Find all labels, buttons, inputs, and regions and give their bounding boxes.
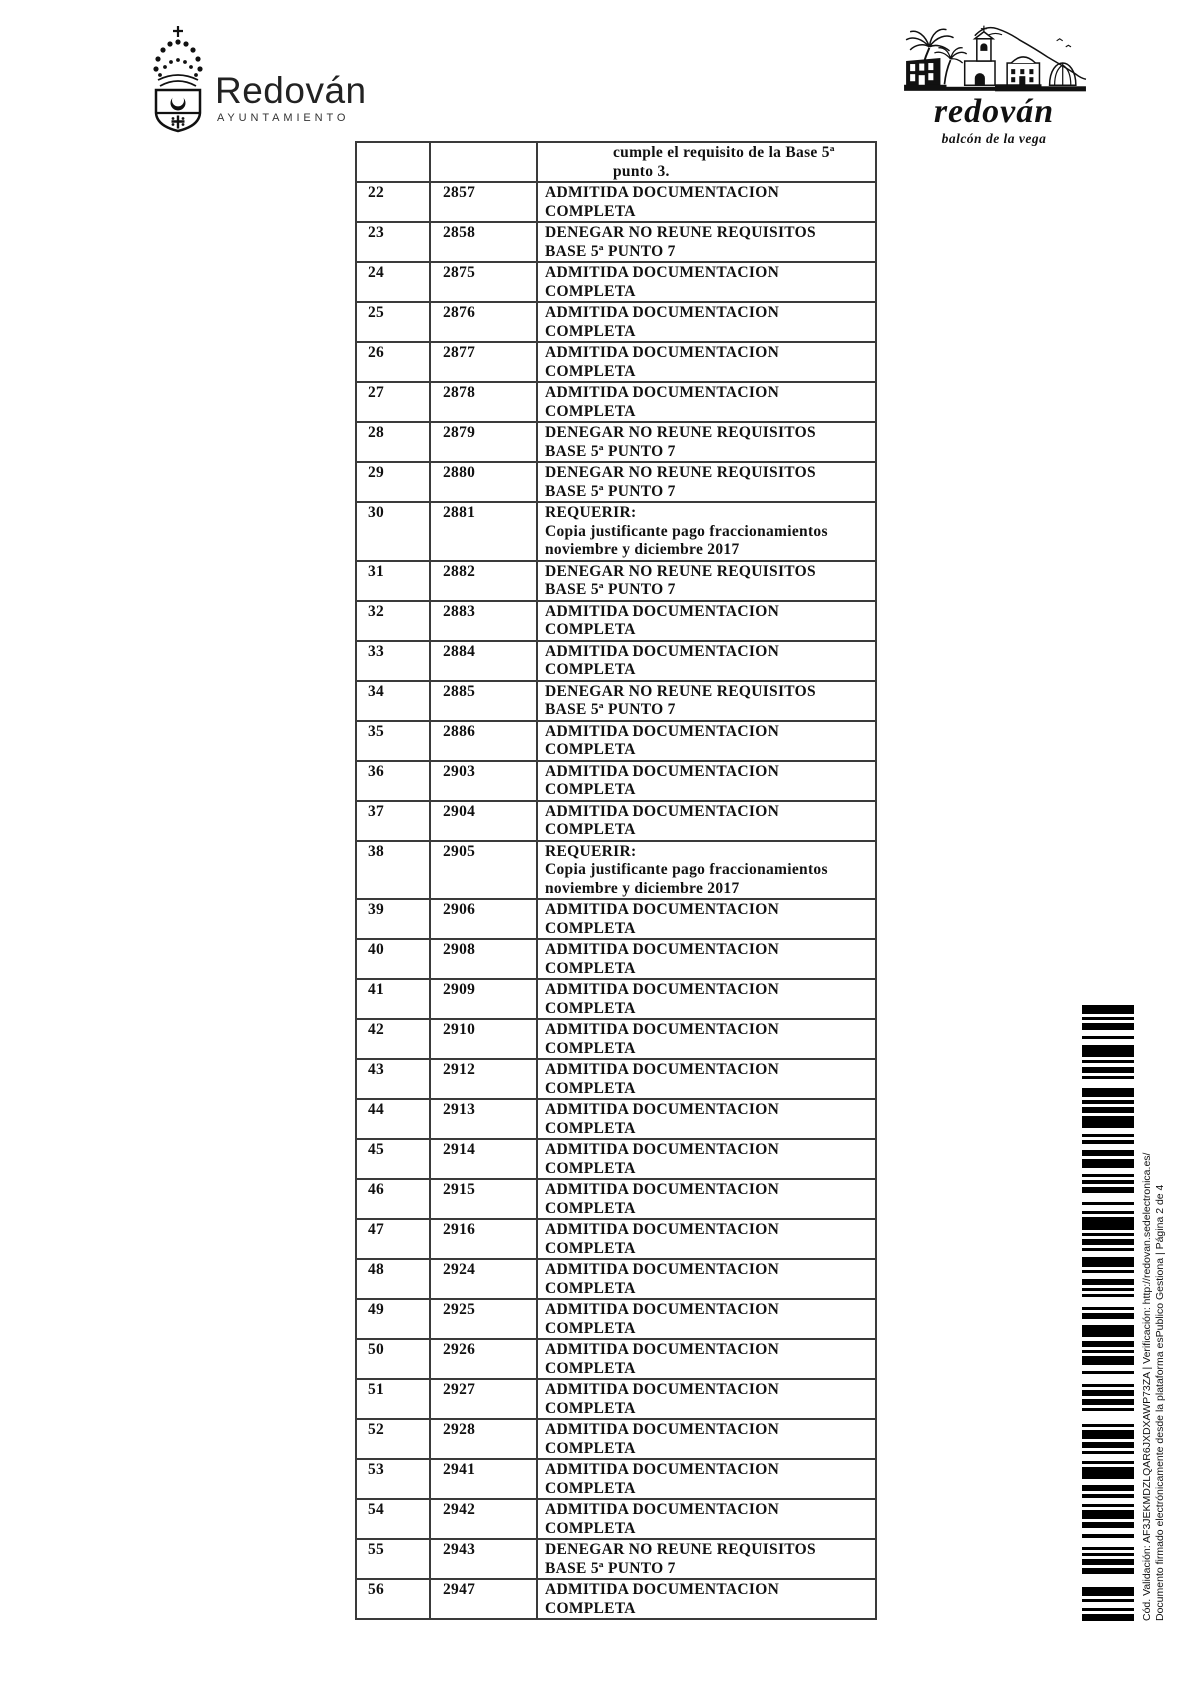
table-row [356, 1259, 876, 1299]
entry-number: 2942 [430, 1499, 537, 1539]
row-number: 24 [356, 262, 430, 302]
row-number: 28 [356, 422, 430, 462]
entry-number: 2943 [430, 1539, 537, 1579]
resolution-cell: ADMITIDA DOCUMENTACION COMPLETA [537, 899, 876, 939]
resolution-cell: ADMITIDA DOCUMENTACION COMPLETA [537, 1499, 876, 1539]
table-row [356, 1539, 876, 1579]
row-number: 39 [356, 899, 430, 939]
table-row [356, 1059, 876, 1099]
table-row [356, 222, 876, 262]
table-row [356, 939, 876, 979]
table-row [356, 1339, 876, 1379]
row-number: 27 [356, 382, 430, 422]
row-number: 49 [356, 1299, 430, 1339]
entry-number: 2941 [430, 1459, 537, 1499]
resolution-cell: ADMITIDA DOCUMENTACION COMPLETA [537, 979, 876, 1019]
entry-number: 2928 [430, 1419, 537, 1459]
table-row [356, 1019, 876, 1059]
table-row [356, 681, 876, 721]
row-number: 46 [356, 1179, 430, 1219]
table-row [356, 182, 876, 222]
row-number: 35 [356, 721, 430, 761]
entry-number: 2876 [430, 302, 537, 342]
table-row [356, 422, 876, 462]
row-number: 48 [356, 1259, 430, 1299]
resolution-cell: ADMITIDA DOCUMENTACION COMPLETA [537, 262, 876, 302]
resolution-cell: cumple el requisito de la Base 5ª punto 3. [537, 142, 876, 182]
entry-number: 2880 [430, 462, 537, 502]
table-row [356, 1179, 876, 1219]
entry-number: 2858 [430, 222, 537, 262]
row-number: 25 [356, 302, 430, 342]
ayuntamiento-logo [146, 22, 367, 134]
row-number: 26 [356, 342, 430, 382]
row-number: 31 [356, 561, 430, 601]
redovan-brand-logo [885, 20, 1103, 147]
entry-number: 2857 [430, 182, 537, 222]
resolution-cell: DENEGAR NO REUNE REQUISITOS BASE 5ª PUNTO 7 [537, 681, 876, 721]
resolution-cell: ADMITIDA DOCUMENTACION COMPLETA [537, 1139, 876, 1179]
table-row [356, 462, 876, 502]
entry-number: 2916 [430, 1219, 537, 1259]
resolution-cell: ADMITIDA DOCUMENTACION COMPLETA [537, 1579, 876, 1619]
entry-number: 2903 [430, 761, 537, 801]
table-row [356, 601, 876, 641]
resolution-cell: ADMITIDA DOCUMENTACION COMPLETA [537, 1419, 876, 1459]
row-number: 50 [356, 1339, 430, 1379]
entry-number: 2904 [430, 801, 537, 841]
table-row [356, 841, 876, 900]
resolution-cell: DENEGAR NO REUNE REQUISITOS BASE 5ª PUNTO 7 [537, 1539, 876, 1579]
row-number: 30 [356, 502, 430, 561]
table-row [356, 1579, 876, 1619]
table-row [356, 382, 876, 422]
row-number: 32 [356, 601, 430, 641]
row-number: 42 [356, 1019, 430, 1059]
entry-number: 2925 [430, 1299, 537, 1339]
resolution-cell: ADMITIDA DOCUMENTACION COMPLETA [537, 382, 876, 422]
validation-text [1141, 1021, 1167, 1621]
table-row [356, 721, 876, 761]
row-number: 51 [356, 1379, 430, 1419]
entry-number: 2883 [430, 601, 537, 641]
entry-number: 2924 [430, 1259, 537, 1299]
validation-line-1: Cód. Validación: AF3JEKMDZLQAR6JXDXAWP73ZA | Verificación: http://redovan.sedelectronica.es/ [1141, 1152, 1153, 1621]
resolution-cell: ADMITIDA DOCUMENTACION COMPLETA [537, 601, 876, 641]
table-row [356, 979, 876, 1019]
row-number: 33 [356, 641, 430, 681]
entry-number: 2908 [430, 939, 537, 979]
resolution-cell: DENEGAR NO REUNE REQUISITOS BASE 5ª PUNTO 7 [537, 462, 876, 502]
row-number: 47 [356, 1219, 430, 1259]
resolution-cell: ADMITIDA DOCUMENTACION COMPLETA [537, 1299, 876, 1339]
row-number: 34 [356, 681, 430, 721]
row-number: 37 [356, 801, 430, 841]
entry-number: 2910 [430, 1019, 537, 1059]
resolution-cell: REQUERIR: Copia justificante pago fraccionamientos noviembre y diciembre 2017 [537, 502, 876, 561]
resolution-cell: ADMITIDA DOCUMENTACION COMPLETA [537, 1099, 876, 1139]
resolution-cell: ADMITIDA DOCUMENTACION COMPLETA [537, 1019, 876, 1059]
row-number: 38 [356, 841, 430, 900]
entry-number: 2906 [430, 899, 537, 939]
resolution-cell: ADMITIDA DOCUMENTACION COMPLETA [537, 182, 876, 222]
table-row [356, 142, 876, 182]
entry-number: 2913 [430, 1099, 537, 1139]
resolution-cell: REQUERIR: Copia justificante pago fraccionamientos noviembre y diciembre 2017 [537, 841, 876, 900]
row-number: 43 [356, 1059, 430, 1099]
entry-number: 2885 [430, 681, 537, 721]
entry-number: 2879 [430, 422, 537, 462]
resolution-cell: ADMITIDA DOCUMENTACION COMPLETA [537, 1259, 876, 1299]
row-number: 52 [356, 1419, 430, 1459]
table-row [356, 502, 876, 561]
entry-number: 2878 [430, 382, 537, 422]
resolution-cell: ADMITIDA DOCUMENTACION COMPLETA [537, 1059, 876, 1099]
row-number: 56 [356, 1579, 430, 1619]
table-row [356, 899, 876, 939]
table-row [356, 1139, 876, 1179]
brand-name: redován [933, 93, 1055, 130]
resolution-cell: ADMITIDA DOCUMENTACION COMPLETA [537, 1179, 876, 1219]
resolution-cell: ADMITIDA DOCUMENTACION COMPLETA [537, 1459, 876, 1499]
entry-number: 2877 [430, 342, 537, 382]
table-row [356, 1459, 876, 1499]
entry-number: 2886 [430, 721, 537, 761]
row-number: 54 [356, 1499, 430, 1539]
table-row [356, 342, 876, 382]
resolution-cell: ADMITIDA DOCUMENTACION COMPLETA [537, 641, 876, 681]
resolution-cell: ADMITIDA DOCUMENTACION COMPLETA [537, 801, 876, 841]
entry-number: 2927 [430, 1379, 537, 1419]
table-row [356, 801, 876, 841]
row-number: 53 [356, 1459, 430, 1499]
barcode [1082, 1005, 1134, 1621]
row-number: 55 [356, 1539, 430, 1579]
table-row [356, 1099, 876, 1139]
shield-crest-icon [146, 22, 210, 134]
resolution-cell: DENEGAR NO REUNE REQUISITOS BASE 5ª PUNTO 7 [537, 422, 876, 462]
table-row [356, 1419, 876, 1459]
row-number: 22 [356, 182, 430, 222]
table-row [356, 1299, 876, 1339]
resolution-cell: ADMITIDA DOCUMENTACION COMPLETA [537, 302, 876, 342]
entry-number: 2875 [430, 262, 537, 302]
table-row [356, 302, 876, 342]
brand-tagline: balcón de la vega [941, 131, 1047, 146]
table-row [356, 761, 876, 801]
entry-number [430, 142, 537, 182]
entry-number: 2881 [430, 502, 537, 561]
village-sketch-icon [898, 20, 1090, 98]
table-row [356, 1499, 876, 1539]
resolution-cell: ADMITIDA DOCUMENTACION COMPLETA [537, 721, 876, 761]
row-number: 40 [356, 939, 430, 979]
resolution-cell: DENEGAR NO REUNE REQUISITOS BASE 5ª PUNTO 7 [537, 222, 876, 262]
entry-number: 2912 [430, 1059, 537, 1099]
table-row [356, 561, 876, 601]
entry-number: 2884 [430, 641, 537, 681]
resolution-cell: ADMITIDA DOCUMENTACION COMPLETA [537, 1379, 876, 1419]
entry-number: 2947 [430, 1579, 537, 1619]
resolution-cell: ADMITIDA DOCUMENTACION COMPLETA [537, 342, 876, 382]
entry-number: 2926 [430, 1339, 537, 1379]
validation-line-2: Documento firmado electrónicamente desde la plataforma esPublico Gestiona | Página 2 de 4 [1154, 1184, 1166, 1621]
municipality-name: Redován [215, 70, 367, 111]
row-number: 45 [356, 1139, 430, 1179]
row-number: 44 [356, 1099, 430, 1139]
table-row [356, 1219, 876, 1259]
entry-number: 2882 [430, 561, 537, 601]
row-number: 23 [356, 222, 430, 262]
entry-number: 2909 [430, 979, 537, 1019]
entry-number: 2915 [430, 1179, 537, 1219]
resolution-cell: DENEGAR NO REUNE REQUISITOS BASE 5ª PUNTO 7 [537, 561, 876, 601]
table-row [356, 1379, 876, 1419]
row-number: 29 [356, 462, 430, 502]
entry-number: 2914 [430, 1139, 537, 1179]
row-number: 41 [356, 979, 430, 1019]
resolution-cell: ADMITIDA DOCUMENTACION COMPLETA [537, 761, 876, 801]
resolutions-table [355, 141, 877, 1620]
table-row [356, 262, 876, 302]
table-row [356, 641, 876, 681]
resolution-cell: ADMITIDA DOCUMENTACION COMPLETA [537, 1219, 876, 1259]
entry-number: 2905 [430, 841, 537, 900]
municipality-subtitle: AYUNTAMIENTO [217, 112, 350, 124]
row-number: 36 [356, 761, 430, 801]
resolution-cell: ADMITIDA DOCUMENTACION COMPLETA [537, 939, 876, 979]
resolution-cell: ADMITIDA DOCUMENTACION COMPLETA [537, 1339, 876, 1379]
results-table-body [356, 142, 876, 1619]
row-number [356, 142, 430, 182]
